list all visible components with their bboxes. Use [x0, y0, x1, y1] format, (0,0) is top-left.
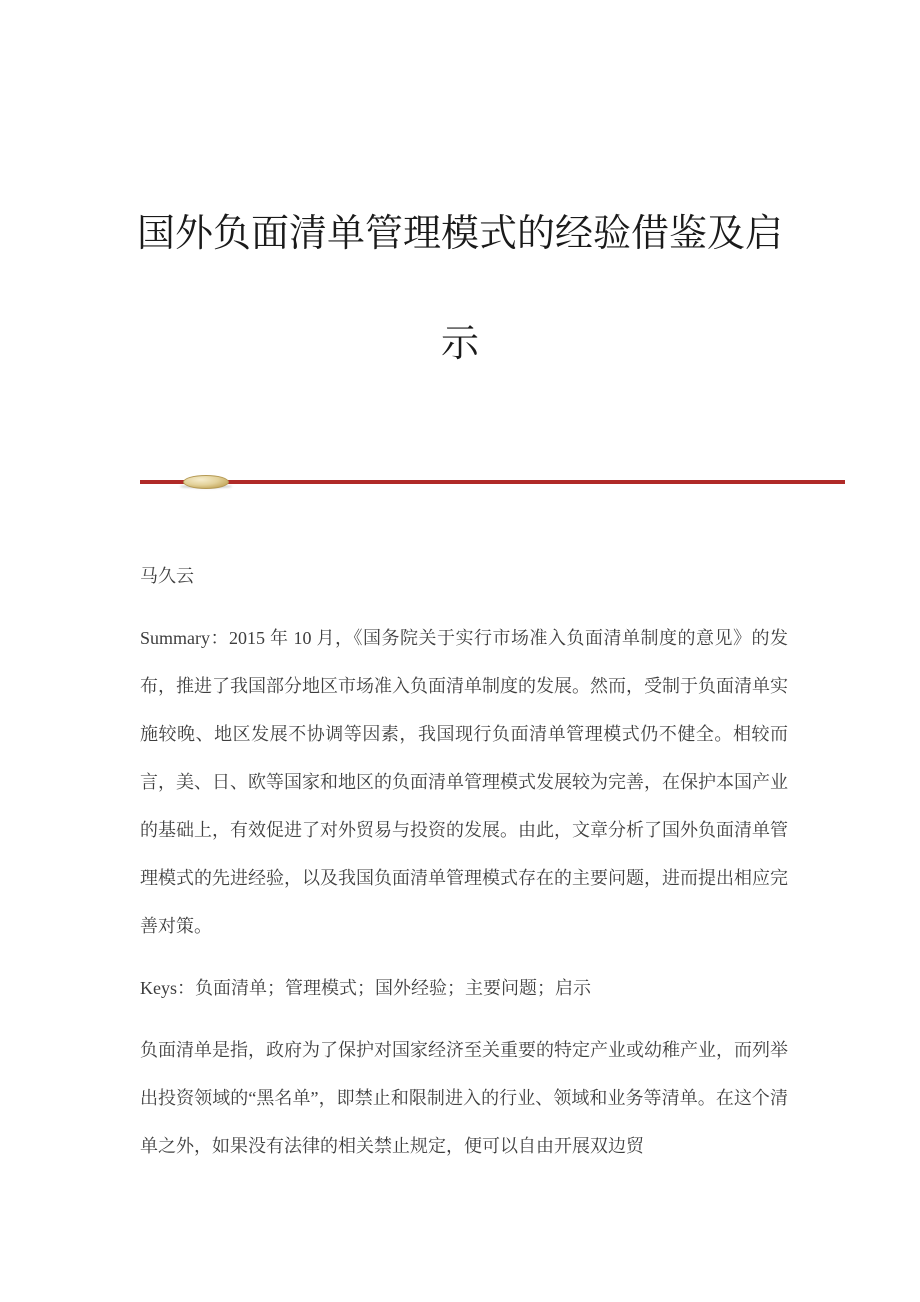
body-paragraph: 负面清单是指，政府为了保护对国家经济至关重要的特定产业或幼稚产业，而列举出投资领域的“黑名单”，即禁止和限制进入的行业、领域和业务等清单。在这个清单之外，如果没有法律的相关禁止规定，便可以自由开展双边贸 [140, 1040, 788, 1156]
title-divider [140, 474, 845, 490]
keywords-line: Keys：负面清单；管理模式；国外经验；主要问题；启示 [140, 978, 591, 998]
divider-ornament-ellipse [183, 475, 229, 489]
divider-line [140, 480, 845, 484]
summary-paragraph: Summary：2015 年 10 月，《国务院关于实行市场准入负面清单制度的意见》的发布，推进了我国部分地区市场准入负面清单制度的发展。然而，受制于负面清单实施较晚、地区发展不协调等因素，我国现行负面清单管理模式仍不健全。相较而言，美、日、欧等国家和地区的负面清单管理模式发展较为完善，在保护本国产业的基础上，有效促进了对外贸易与投资的发展。由此，文章分析了国外负面清单管理模式的先进经验，以及我国负面清单管理模式存在的主要问题，进而提出相应完善对策。 [140, 628, 788, 936]
document-body [140, 552, 788, 1170]
document-title: 国外负面清单管理模式的经验借鉴及启示 [136, 213, 783, 365]
author-name: 马久云 [140, 566, 194, 586]
